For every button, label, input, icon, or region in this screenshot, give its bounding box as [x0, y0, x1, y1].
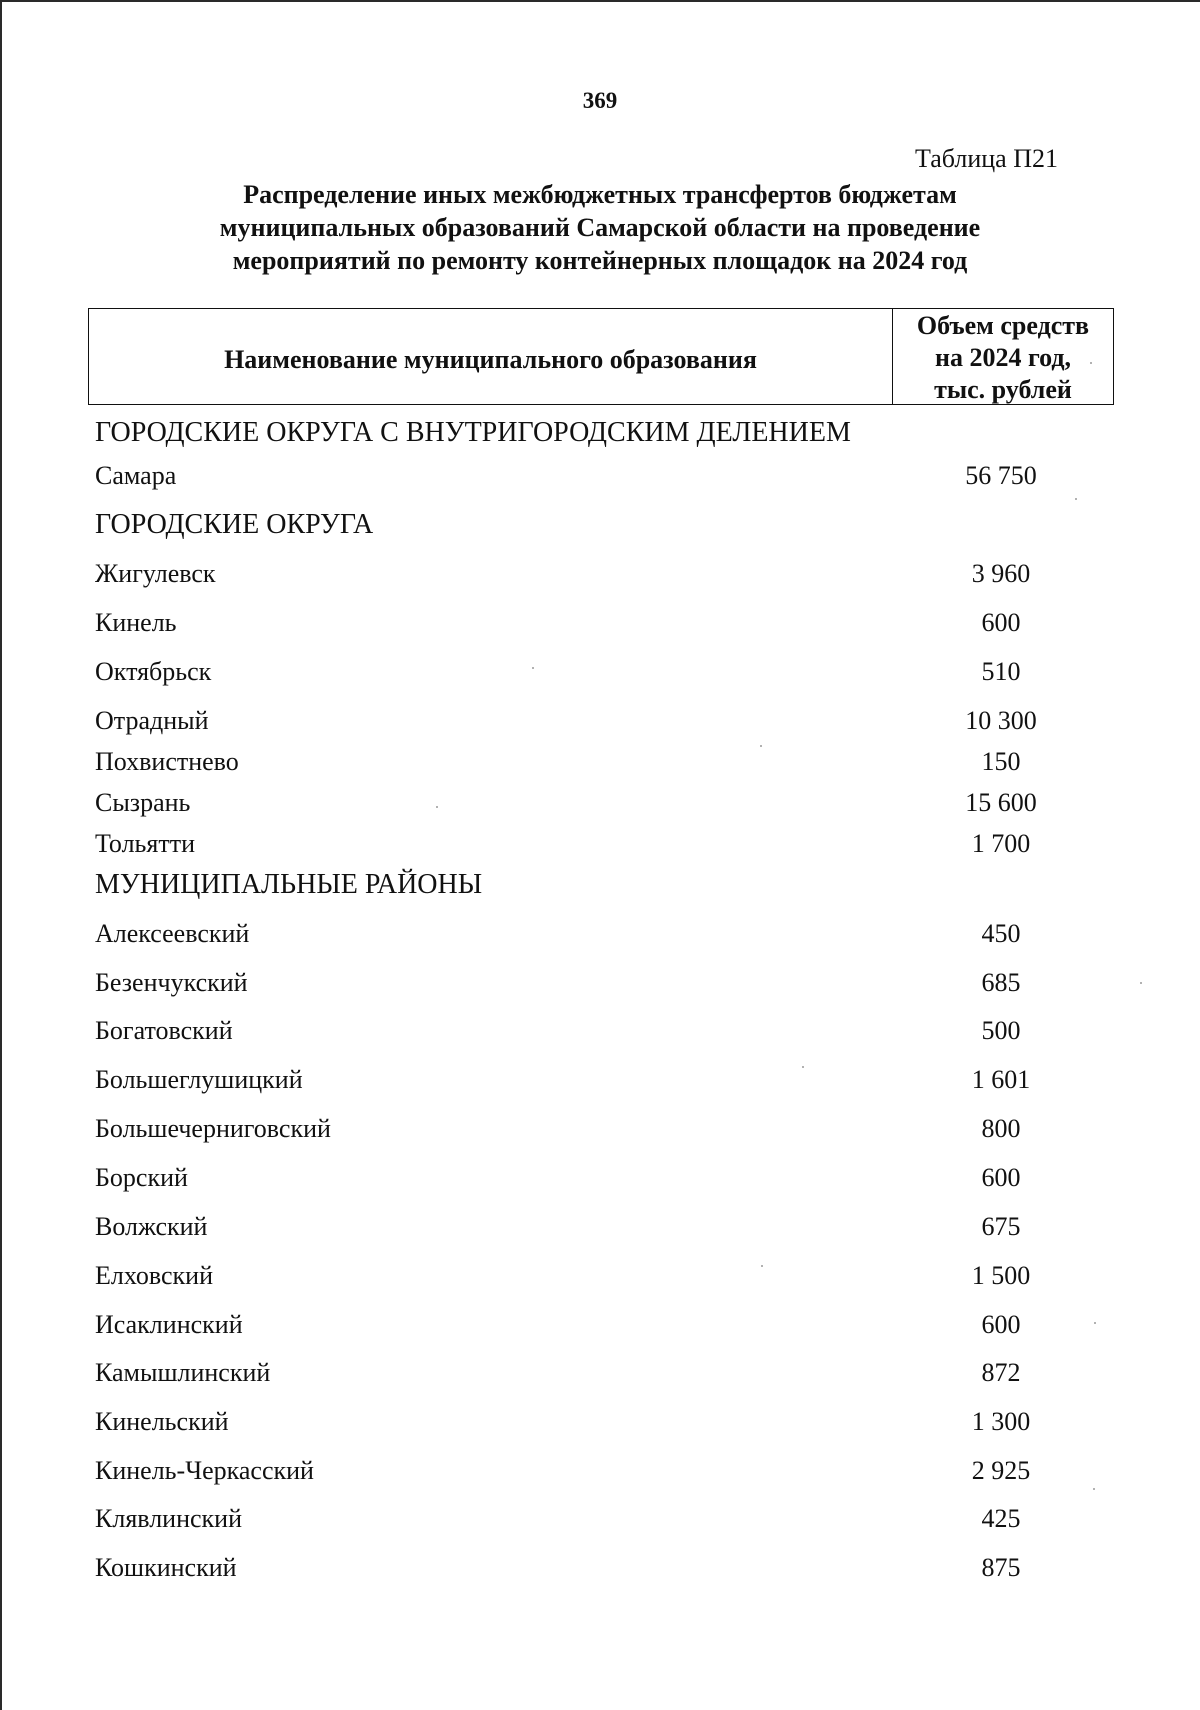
amount-value: 15 600 — [965, 788, 1037, 817]
amount-value: 510 — [981, 657, 1021, 686]
section-title: ГОРОДСКИЕ ОКРУГА — [95, 509, 374, 540]
table-row — [0, 1259, 1200, 1293]
amount-value: 150 — [981, 747, 1021, 776]
table-row — [0, 704, 1200, 738]
scan-speck — [532, 667, 534, 669]
municipality-name: Кинель-Черкасский — [95, 1456, 314, 1485]
municipality-name: Тольятти — [95, 829, 196, 858]
municipality-name: Кинель — [95, 608, 177, 637]
header-amount-line: Объем средств — [916, 311, 1090, 340]
amount-value: 10 300 — [965, 706, 1037, 735]
municipality-name: Большеглушицкий — [95, 1065, 303, 1094]
scan-speck — [1075, 498, 1077, 500]
amount-value: 600 — [981, 1163, 1021, 1192]
amount-value: 872 — [981, 1358, 1021, 1387]
table-row — [0, 557, 1200, 591]
section-title: МУНИЦИПАЛЬНЫЕ РАЙОНЫ — [95, 869, 483, 900]
header-amount-line: тыс. рублей — [934, 375, 1072, 404]
amount-value: 600 — [981, 608, 1021, 637]
municipality-name: Кинельский — [95, 1407, 229, 1436]
page-number: 369 — [582, 88, 618, 113]
municipality-name: Богатовский — [95, 1016, 233, 1045]
municipality-name: Камышлинский — [95, 1358, 271, 1387]
amount-value: 3 960 — [971, 559, 1031, 588]
municipality-name: Алексеевский — [95, 919, 250, 948]
table-row — [0, 459, 1200, 493]
header-name-column: Наименование муниципального образования — [89, 309, 893, 404]
amount-value: 1 700 — [971, 829, 1031, 858]
header-amount-line: на 2024 год, — [934, 343, 1072, 372]
municipality-name: Волжский — [95, 1212, 208, 1241]
table-row — [0, 1405, 1200, 1439]
municipality-name: Жигулевск — [95, 559, 216, 588]
amount-value: 685 — [981, 968, 1021, 997]
table-section-row — [0, 868, 1200, 902]
table-row — [0, 1308, 1200, 1342]
table-row — [0, 745, 1200, 779]
municipality-name: Клявлинский — [95, 1504, 243, 1533]
amount-value: 800 — [981, 1114, 1021, 1143]
scan-speck — [436, 806, 438, 808]
table-row — [0, 1161, 1200, 1195]
table-row — [0, 917, 1200, 951]
table-row — [0, 1112, 1200, 1146]
amount-value: 56 750 — [965, 461, 1037, 490]
table-row — [0, 1063, 1200, 1097]
table-row — [0, 1014, 1200, 1048]
amount-value: 675 — [981, 1212, 1021, 1241]
table-row — [0, 827, 1200, 861]
amount-value: 450 — [981, 919, 1021, 948]
municipality-name: Безенчукский — [95, 968, 248, 997]
municipality-name: Похвистнево — [95, 747, 239, 776]
amount-value: 1 500 — [971, 1261, 1031, 1290]
table-id: Таблица П21 — [915, 144, 1058, 173]
table-row — [0, 786, 1200, 820]
municipality-name: Отрадный — [95, 706, 209, 735]
table-row — [0, 655, 1200, 689]
amount-value: 875 — [981, 1553, 1021, 1582]
scan-speck — [1094, 1322, 1096, 1324]
scan-speck — [1090, 362, 1092, 364]
municipality-name: Самара — [95, 461, 177, 490]
amount-value: 425 — [981, 1504, 1021, 1533]
table-row — [0, 1502, 1200, 1536]
amount-value: 1 601 — [971, 1065, 1031, 1094]
scan-speck — [802, 1066, 804, 1068]
table-row — [0, 606, 1200, 640]
table-row — [0, 966, 1200, 1000]
scan-speck — [761, 1265, 763, 1267]
amount-value: 600 — [981, 1310, 1021, 1339]
table-row — [0, 1210, 1200, 1244]
document-title-line: муниципальных образований Самарской области на проведение — [219, 213, 981, 242]
document-title-line: Распределение иных межбюджетных трансфертов бюджетам — [243, 180, 957, 209]
table-section-row — [0, 416, 1200, 450]
municipality-name: Октябрьск — [95, 657, 212, 686]
municipality-name: Большечерниговский — [95, 1114, 331, 1143]
table-row — [0, 1356, 1200, 1390]
municipality-name: Исаклинский — [95, 1310, 243, 1339]
table-section-row — [0, 508, 1200, 542]
amount-value: 2 925 — [971, 1456, 1031, 1485]
scan-speck — [760, 745, 762, 747]
scan-speck — [1140, 982, 1142, 984]
document-title-line: мероприятий по ремонту контейнерных площадок на 2024 год — [232, 246, 968, 275]
municipality-name: Борский — [95, 1163, 188, 1192]
table-row — [0, 1454, 1200, 1488]
amount-value: 1 300 — [971, 1407, 1031, 1436]
section-title: ГОРОДСКИЕ ОКРУГА С ВНУТРИГОРОДСКИМ ДЕЛЕНИЕМ — [95, 417, 851, 448]
municipality-name: Сызрань — [95, 788, 191, 817]
scan-speck — [1093, 1488, 1095, 1490]
municipality-name: Кошкинский — [95, 1553, 237, 1582]
table-row — [0, 1551, 1200, 1585]
municipality-name: Елховский — [95, 1261, 213, 1290]
amount-value: 500 — [981, 1016, 1021, 1045]
